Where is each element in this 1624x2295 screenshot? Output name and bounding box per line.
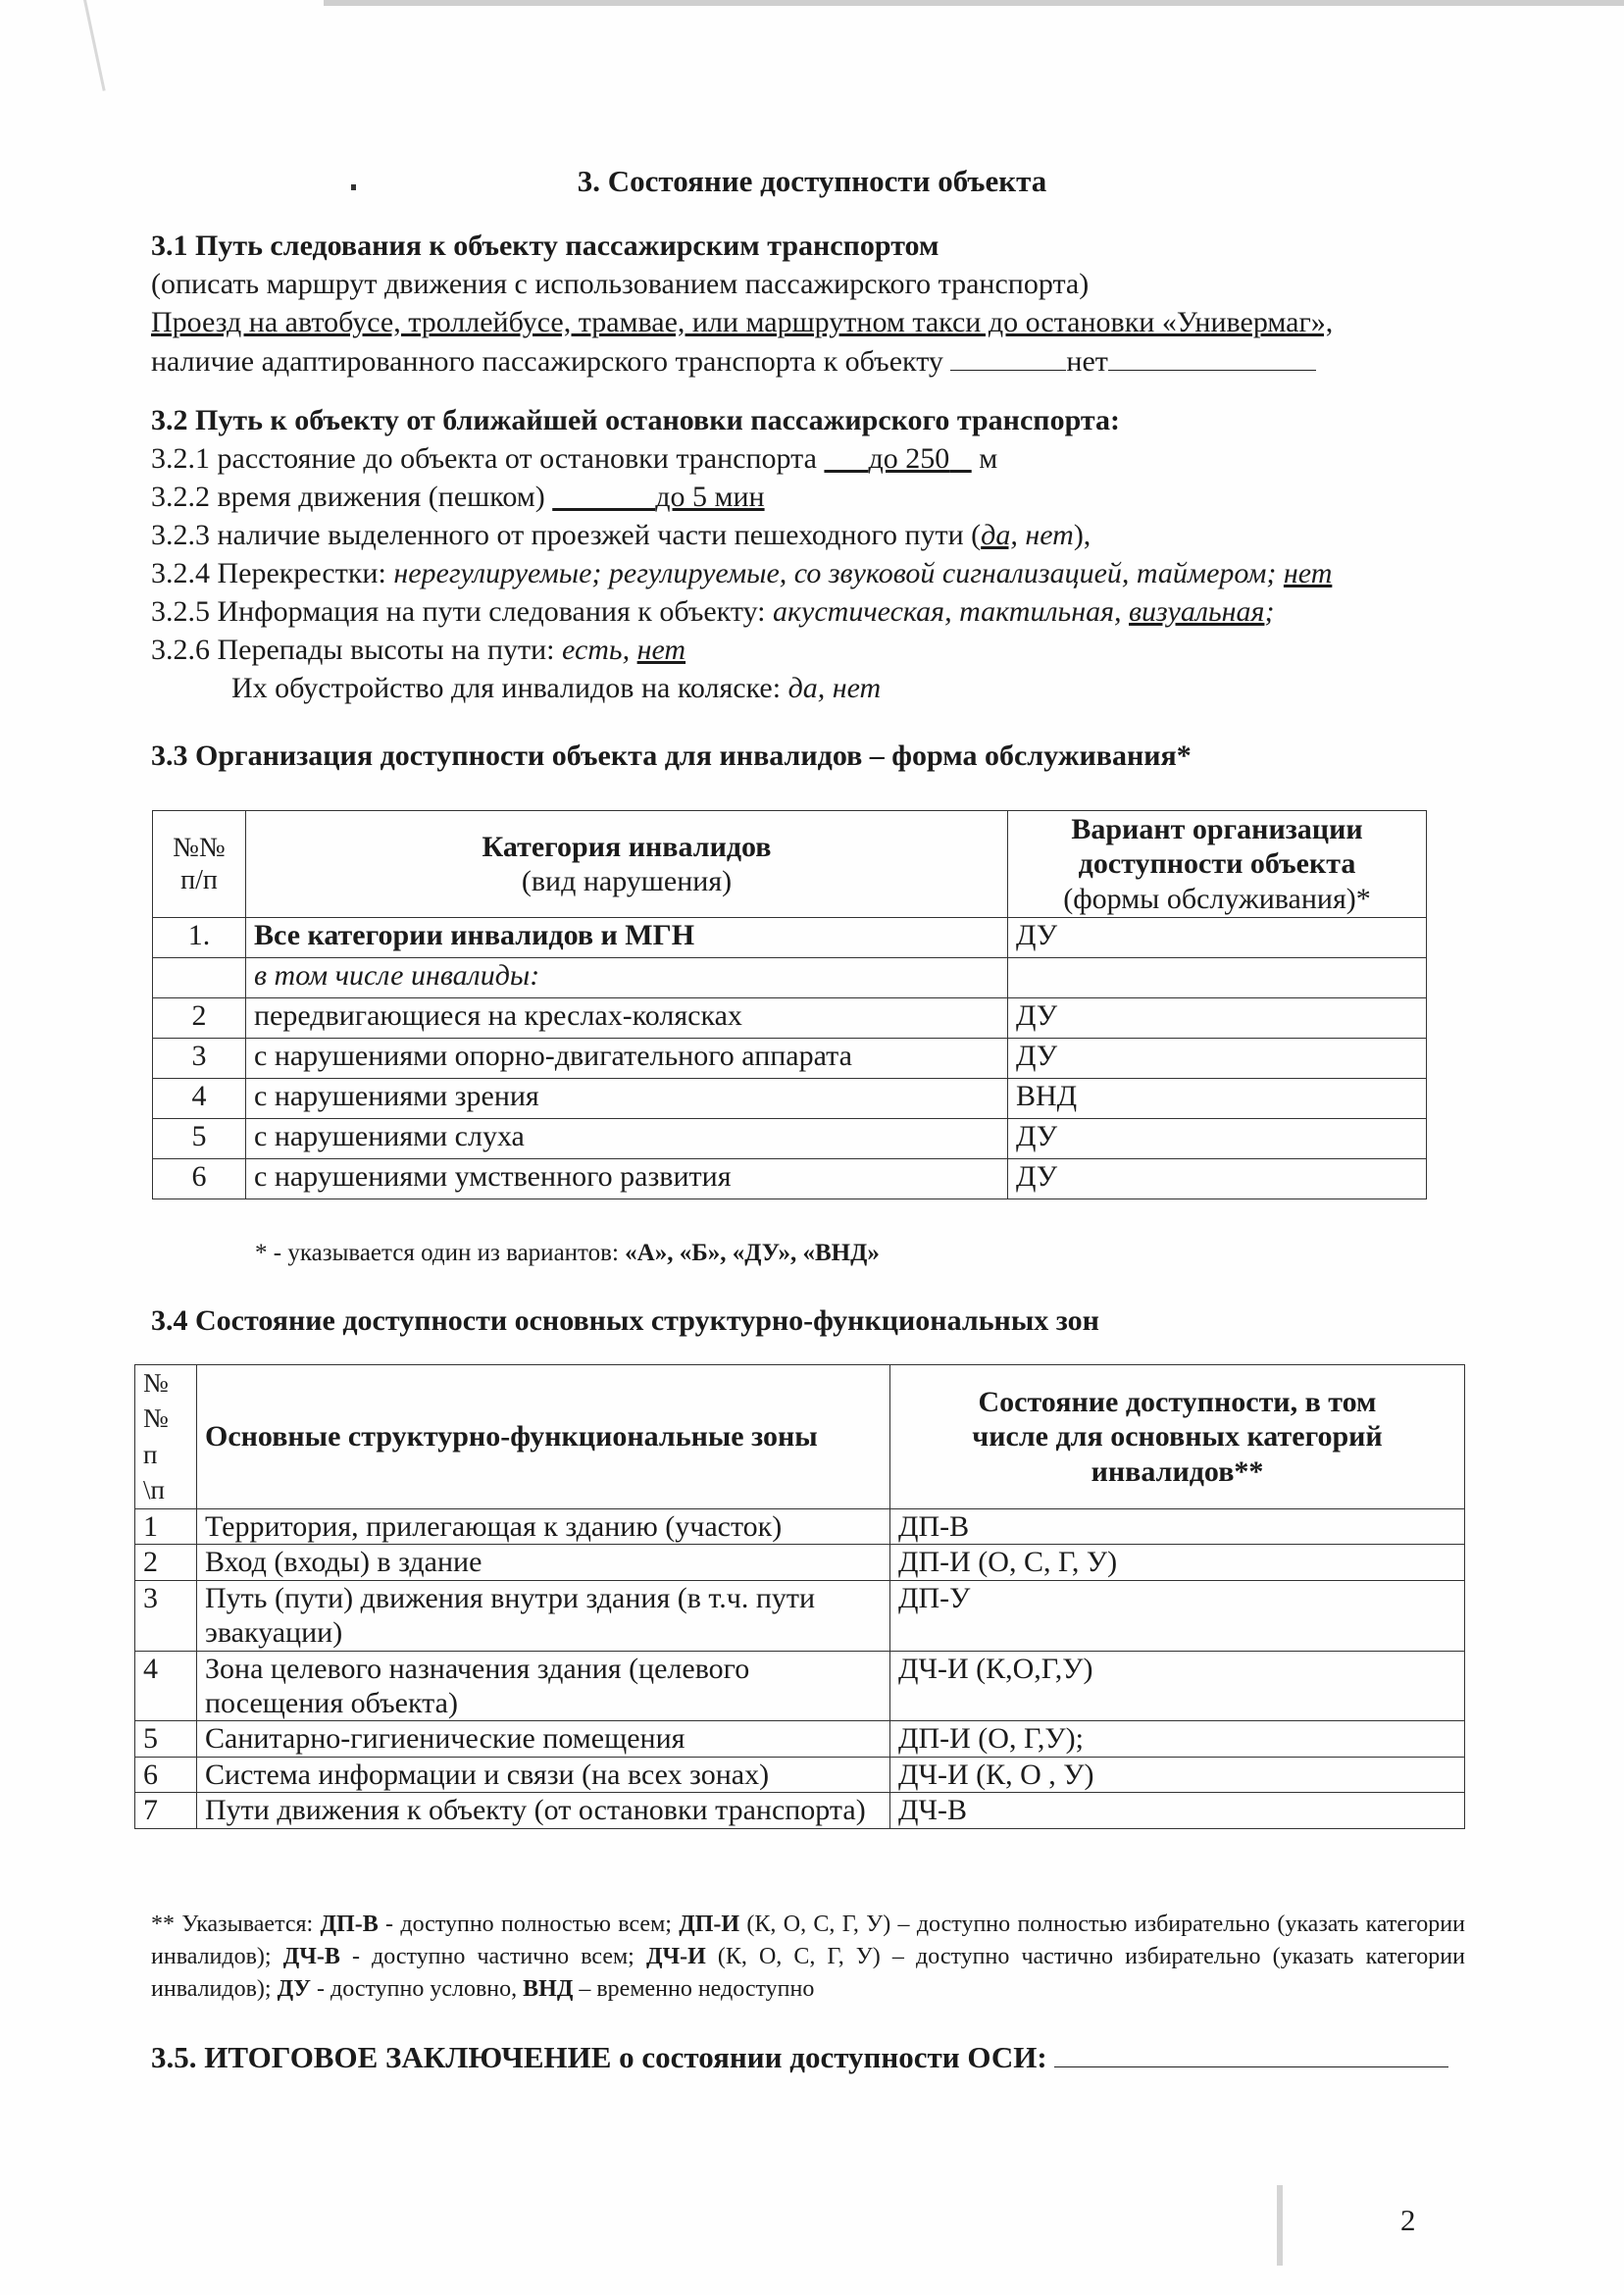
row-num: 1. — [153, 918, 246, 958]
table-row — [135, 1580, 1465, 1651]
info-line — [151, 593, 1332, 632]
pedestrian-path-label: 3.2.3 наличие выделенного от проезжей части пешеходного пути ( — [151, 519, 982, 551]
section-3-4-heading: 3.4 Состояние доступности основных структурно-функциональных зон — [151, 1304, 1099, 1337]
row-num: 2 — [135, 1545, 197, 1580]
row-num: 4 — [135, 1651, 197, 1721]
footnote-variants: «А», «Б», «ДУ», «ВНД» — [625, 1240, 880, 1266]
row-num: 2 — [153, 998, 246, 1039]
row-category: передвигающиеся на креслах-колясках — [246, 998, 1008, 1039]
arrangement-value: да, нет — [787, 672, 882, 704]
table-row — [135, 1721, 1465, 1757]
arrangement-label: Их обустройство для инвалидов на коляске: — [231, 672, 788, 704]
row-num: 1 — [135, 1509, 197, 1545]
table-row — [153, 1039, 1427, 1079]
section-title: 3. Состояние доступности объекта — [577, 164, 1047, 198]
row-state: ДП-И (О, Г,У); — [890, 1721, 1465, 1757]
row-num: 5 — [153, 1119, 246, 1159]
row-category: с нарушениями умственного развития — [246, 1159, 1008, 1199]
row-zone: Санитарно-гигиенические помещения — [197, 1721, 890, 1757]
row-zone: Территория, прилегающая к зданию (участок) — [197, 1509, 890, 1545]
distance-label: 3.2.1 расстояние до объекта от остановки транспорта — [151, 442, 817, 475]
crossings-line — [151, 555, 1332, 593]
table-row — [135, 1509, 1465, 1545]
table-header-row — [135, 1365, 1465, 1509]
crossings-options: нерегулируемые; регулируемые, со звуковой сигнализацией, таймером; — [393, 557, 1277, 589]
row-category: с нарушениями слуха — [246, 1119, 1008, 1159]
header-state: Состояние доступности, в том числе для основных категорий инвалидов** — [890, 1365, 1465, 1509]
row-num — [153, 958, 246, 998]
section-3-1-heading: 3.1 Путь следования к объекту пассажирским транспортом — [151, 230, 939, 262]
zones-table — [134, 1364, 1465, 1829]
time-value: до 5 мин — [655, 481, 765, 513]
table-row — [153, 998, 1427, 1039]
table-row — [153, 918, 1427, 958]
row-subheading: в том числе инвалиды: — [246, 958, 1008, 998]
row-state: ДЧ-И (К, О , У) — [890, 1757, 1465, 1792]
crossings-label: 3.2.4 Перекрестки: — [151, 557, 394, 589]
table-row — [135, 1651, 1465, 1721]
row-zone: Зона целевого назначения здания (целевого посещения объекта) — [197, 1651, 890, 1721]
pedestrian-path-yes: да, — [981, 519, 1018, 551]
height-drops-selected: нет — [636, 634, 686, 666]
height-drops-line — [151, 632, 1332, 670]
conclusion-blank — [1054, 2039, 1448, 2067]
row-value: ВНД — [1008, 1079, 1427, 1119]
table-row — [135, 1757, 1465, 1792]
section-3-3-heading: 3.3 Организация доступности объекта для инвалидов – форма обслуживания* — [151, 740, 1192, 772]
row-zone: Система информации и связи (на всех зонах) — [197, 1757, 890, 1792]
section-3-5 — [151, 2039, 1448, 2077]
blank — [1108, 342, 1316, 371]
page-number: 2 — [1400, 2203, 1416, 2237]
scan-top-border — [324, 0, 1624, 6]
row-category: с нарушениями зрения — [246, 1079, 1008, 1119]
arrangement-line — [151, 670, 1332, 708]
row-value: ДУ — [1008, 1159, 1427, 1199]
info-options: акустическая, тактильная, — [773, 595, 1122, 628]
row-category: Все категории инвалидов и МГН — [246, 918, 1008, 958]
time-label: 3.2.2 время движения (пешком) — [151, 481, 545, 513]
row-value: ДУ — [1008, 1119, 1427, 1159]
row-num: 5 — [135, 1721, 197, 1757]
adapted-transport-value: нет — [1066, 345, 1108, 378]
table-subheading-row — [153, 958, 1427, 998]
table-row — [153, 1119, 1427, 1159]
height-drops-label: 3.2.6 Перепады высоты на пути: — [151, 634, 563, 666]
row-num: 6 — [135, 1757, 197, 1792]
info-label: 3.2.5 Информация на пути следования к объекту: — [151, 595, 774, 628]
distance-unit: м — [979, 442, 998, 475]
adapted-transport-label: наличие адаптированного пассажирского транспорта к объекту — [151, 345, 943, 378]
row-num: 7 — [135, 1793, 197, 1828]
crossings-selected: нет — [1283, 557, 1333, 589]
blank — [950, 342, 1066, 371]
row-zone: Путь (пути) движения внутри здания (в т.ч. пути эвакуации) — [197, 1580, 890, 1651]
header-num: № № п \п — [135, 1365, 197, 1509]
route-description: Проезд на автобусе, троллейбусе, трамвае, или маршрутном такси до остановки «Универмаг», — [151, 306, 1334, 338]
info-selected: визуальная — [1129, 595, 1265, 628]
row-zone: Вход (входы) в здание — [197, 1545, 890, 1580]
row-zone: Пути движения к объекту (от остановки транспорта) — [197, 1793, 890, 1828]
footnote-text: - указывается один из вариантов: — [267, 1240, 626, 1266]
row-state: ДП-В — [890, 1509, 1465, 1545]
row-value: ДУ — [1008, 998, 1427, 1039]
row-num: 3 — [135, 1580, 197, 1651]
height-drops-option: есть, — [562, 634, 631, 666]
row-value — [1008, 958, 1427, 998]
table-row — [135, 1793, 1465, 1828]
table-header-row — [153, 811, 1427, 918]
pedestrian-path-no: нет — [1025, 519, 1074, 551]
row-value: ДУ — [1008, 918, 1427, 958]
service-form-footnote — [255, 1238, 880, 1268]
header-category: Категория инвалидов (вид нарушения) — [246, 811, 1008, 918]
table-row — [135, 1545, 1465, 1580]
table-row — [153, 1079, 1427, 1119]
pedestrian-path-line — [151, 517, 1332, 555]
distance-value: до 250 — [868, 442, 950, 475]
row-state: ДЧ-В — [890, 1793, 1465, 1828]
header-zone: Основные структурно-функциональные зоны — [197, 1365, 890, 1509]
footnote-star: * — [255, 1240, 268, 1266]
row-state: ДП-У — [890, 1580, 1465, 1651]
adapted-transport-line — [151, 342, 1333, 381]
section-3-5-heading: 3.5. ИТОГОВОЕ ЗАКЛЮЧЕНИЕ о состоянии доступности ОСИ: — [151, 2040, 1047, 2074]
service-form-table — [152, 810, 1427, 1199]
row-value: ДУ — [1008, 1039, 1427, 1079]
scan-edge-mark — [83, 0, 106, 91]
time-line — [151, 479, 1332, 517]
distance-line — [151, 440, 1332, 479]
section-3-2 — [151, 402, 1332, 708]
row-category: с нарушениями опорно-двигательного аппарата — [246, 1039, 1008, 1079]
table-row — [153, 1159, 1427, 1199]
section-3-1-hint: (описать маршрут движения с использованием пассажирского транспорта) — [151, 268, 1090, 300]
row-state: ДП-И (О, С, Г, У) — [890, 1545, 1465, 1580]
scan-strip-mark — [1277, 2185, 1283, 2266]
zones-footnote: ** Указывается: ДП-В - доступно полностью всем; ДП-И (К, О, С, Г, У) – доступно полностью избирательно (указать категории инвалидов); ДЧ-В - доступно частично всем; ДЧ-И (К, О, С, Г, У) – доступно частично избирательно (указать категории инвалидов); ДУ - доступно условно, ВНД – временно недоступно — [151, 1912, 1465, 2003]
info-tail: ; — [1264, 595, 1275, 628]
row-num: 6 — [153, 1159, 246, 1199]
row-num: 4 — [153, 1079, 246, 1119]
row-num: 3 — [153, 1039, 246, 1079]
header-num: №№ п/п — [153, 811, 246, 918]
pedestrian-path-suffix: ), — [1073, 519, 1091, 551]
row-state: ДЧ-И (К,О,Г,У) — [890, 1651, 1465, 1721]
section-3-2-heading: 3.2 Путь к объекту от ближайшей остановки пассажирского транспорта: — [151, 404, 1120, 436]
header-variant: Вариант организации доступности объекта (формы обслуживания)* — [1008, 811, 1427, 918]
section-3-1 — [151, 228, 1333, 381]
